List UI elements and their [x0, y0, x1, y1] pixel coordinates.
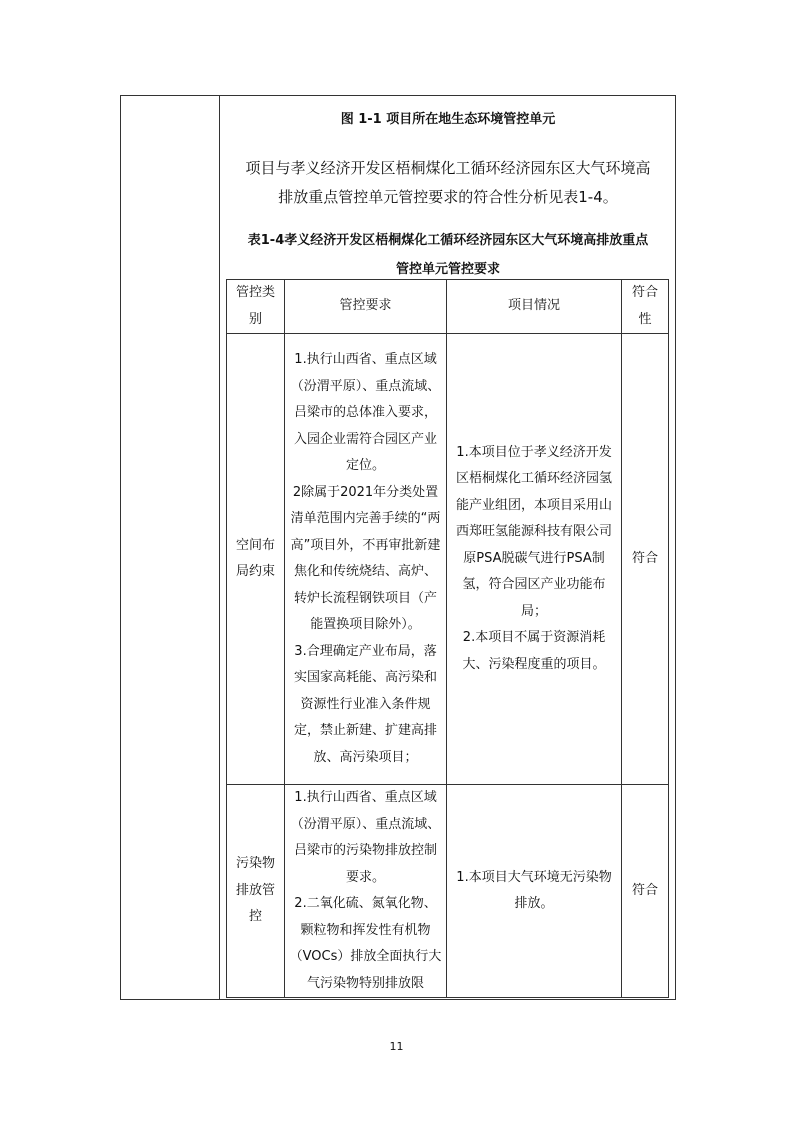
control-requirements-table [226, 279, 669, 998]
row-category: 污染物排放管控 [227, 785, 285, 998]
header-situation: 项目情况 [447, 280, 622, 334]
page-number: 11 [389, 1040, 404, 1053]
table-title-line-1: 表1-4孝义经济开发区梧桐煤化工循环经济园东区大气环境高排放重点 [247, 233, 649, 248]
table-row [227, 785, 669, 998]
intro-line-1: 项目与孝义经济开发区梧桐煤化工循环经济园东区大气环境高 [245, 159, 651, 177]
requirement-item: 1.执行山西省、重点区域（汾渭平原）、重点流域、吕梁市的总体准入要求，入园企业需符合园区产业定位。 [290, 352, 441, 473]
table-title [226, 226, 670, 284]
situation-item: 2.本项目不属于资源消耗大、污染程度重的项目。 [462, 630, 606, 672]
requirement-item: 2.二氧化硫、氮氧化物、颗粒物和挥发性有机物（VOCs）排放全面执行大气污染物特别排放限 [289, 896, 442, 991]
table-header-row [227, 280, 669, 334]
requirement-item: 2除属于2021年分类处置清单范围内完善手续的“两高”项目外，不再审批新建焦化和传统烧结、高炉、 转炉长流程钢铁项目（产能置换项目除外）。 [290, 484, 441, 632]
outer-left-column [121, 96, 220, 999]
table-row [227, 334, 669, 785]
intro-paragraph [226, 154, 670, 212]
row-requirements [285, 785, 447, 998]
table-title-line-2: 管控单元管控要求 [395, 262, 500, 277]
situation-item: 1.本项目大气环境无污染物排放。 [456, 869, 612, 911]
row-compliance: 符合 [622, 785, 669, 998]
figure-title: 图 1-1 项目所在地生态环境管控单元 [340, 112, 556, 127]
header-requirement: 管控要求 [285, 280, 447, 334]
situation-item: 1.本项目位于孝义经济开发区梧桐煤化工循环经济园氢能产业组团，本项目采用山西郑旺氢能源科技有限公司原PSA脱碳气进行PSA制氢，符合园区产业功能布局； [455, 444, 612, 619]
row-requirements [285, 334, 447, 785]
requirement-item: 1.执行山西省、重点区域（汾渭平原）、重点流域、吕梁市的污染物排放控制要求。 [290, 790, 441, 885]
header-compliance: 符合性 [622, 280, 669, 334]
row-category: 空间布局约束 [227, 334, 285, 785]
row-situation [447, 334, 622, 785]
header-category: 管控类别 [227, 280, 285, 334]
requirement-item: 3.合理确定产业布局，落实国家高耗能、高污染和资源性行业准入条件规定，禁止新建、扩建高排放、高污染项目； [293, 643, 437, 765]
intro-line-2: 排放重点管控单元管控要求的符合性分析见表1-4。 [278, 188, 618, 206]
row-compliance: 符合 [622, 334, 669, 785]
row-situation [447, 785, 622, 998]
